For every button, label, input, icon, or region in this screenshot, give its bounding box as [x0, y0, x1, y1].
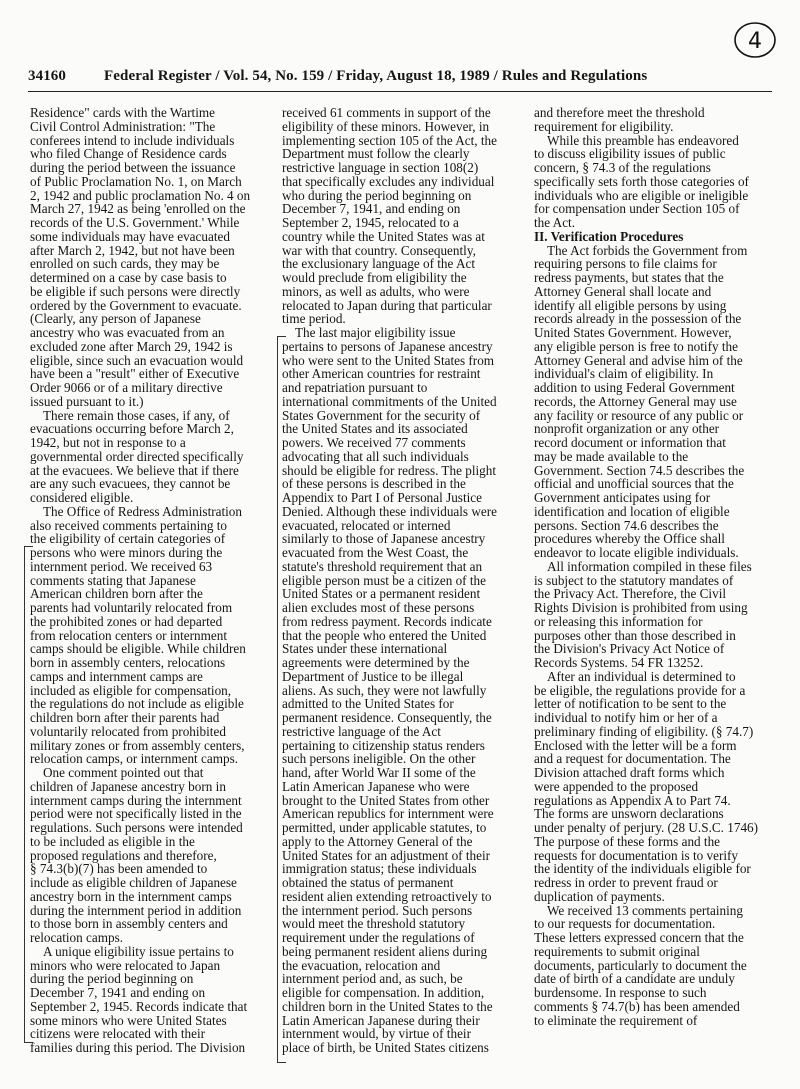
text-line: Attorney General and advise him of the — [534, 352, 743, 368]
text-line: September 2, 1945. Records indicate that — [30, 998, 248, 1014]
header-page-number: 34160 — [28, 68, 66, 84]
text-line: regulations as Appendix A to Part 74. — [534, 792, 731, 808]
text-line: conferees intend to include individuals — [30, 132, 235, 148]
text-line: military zones or from assembly centers, — [30, 737, 245, 753]
text-line: governmental order directed specifically — [30, 448, 244, 464]
text-line: requirements to submit original — [534, 943, 700, 959]
text-column-2 — [282, 106, 526, 1055]
text-line: who filed Change of Residence cards — [30, 146, 227, 162]
text-line: advocating that all such individuals — [282, 448, 469, 464]
text-line: ordered by the Government to evacuate. — [30, 297, 242, 313]
text-line: 1942, but not in response to a — [30, 435, 186, 450]
text-line: relocated to Japan during that particular — [282, 297, 492, 313]
text-line: also received comments pertaining to — [30, 517, 228, 533]
text-line: identification and location of eligible — [534, 503, 730, 519]
text-line: after March 2, 1942, but not have been — [30, 242, 235, 258]
text-line: regulations. Such persons were intended — [30, 820, 243, 835]
text-line: persons. Section 74.6 describes the — [534, 517, 719, 533]
text-line: for compensation under Section 105 of — [534, 201, 740, 217]
text-line: at the evacuees. We believe that if there — [30, 462, 239, 478]
text-line: the eligibility of certain categories of — [30, 531, 226, 547]
text-line: United States Government. However, — [534, 325, 732, 340]
text-line: individual's claim of eligibility. In — [534, 366, 714, 382]
text-line: Latin American Japanese who were — [282, 778, 470, 794]
text-line: 2, 1942 and public proclamation No. 4 on — [30, 187, 251, 203]
text-line: some individuals may have evacuated — [30, 228, 230, 244]
handwritten-page-number-mark — [733, 20, 777, 60]
text-line: included as eligible for compensation, — [30, 682, 232, 698]
text-line: to our requests for documentation. — [534, 916, 716, 932]
text-line: The last major eligibility issue — [295, 325, 456, 340]
text-line: time period. — [282, 311, 346, 327]
text-line: permitted, under applicable statutes, to — [282, 820, 487, 835]
text-line: excluded zone after March 29, 1942 is — [30, 338, 233, 354]
text-line: concern, § 74.3 of the regulations — [534, 160, 711, 175]
text-line: obtained the status of permanent — [282, 875, 454, 890]
text-line: the evacuation, relocation and — [282, 957, 441, 973]
text-line: American children born after the — [30, 586, 203, 602]
text-line: Government. Section 74.5 describes the — [534, 462, 745, 478]
text-line: international commitments of the United — [282, 393, 497, 409]
text-line: records of the U.S. Government.' While — [30, 215, 240, 230]
text-line: Division attached draft forms which — [534, 765, 725, 780]
text-line: States Government for the security of — [282, 407, 481, 423]
text-line: United States or a permanent resident — [282, 586, 481, 602]
text-line: would meet the threshold statutory — [282, 916, 466, 932]
text-line: Rights Division is prohibited from using — [534, 600, 748, 615]
text-line: include as eligible children of Japanese — [30, 875, 237, 890]
text-line: Records Systems. 54 FR 13252. — [534, 655, 704, 670]
text-line: be eligible, the regulations provide for a — [534, 682, 746, 698]
text-column-1 — [30, 106, 274, 1055]
text-line: hand, after World War II some of the — [282, 765, 476, 780]
text-line: purposes other than those described in — [534, 627, 736, 643]
text-line: December 7, 1941, and ending on — [282, 201, 461, 217]
text-line: nonprofit organization or any other — [534, 421, 720, 437]
text-line: specifically sets forth those categories of — [534, 173, 749, 189]
text-line: and a request for documentation. The — [534, 751, 731, 767]
text-line: to discuss eligibility issues of public — [534, 146, 726, 162]
text-line: and therefore meet the threshold — [534, 105, 705, 120]
text-line: duplication of payments. — [534, 888, 665, 904]
text-line: March 27, 1942 as being 'enrolled on the — [30, 201, 246, 217]
text-line: comments stating that Japanese — [30, 572, 196, 588]
text-line: agreements were determined by the — [282, 655, 470, 670]
text-line: Appendix to Part I of Personal Justice — [282, 490, 482, 505]
text-line: The purpose of these forms and the — [534, 833, 721, 849]
text-line: Enclosed with the letter will be a form — [534, 737, 737, 753]
text-line: should be eligible for redress. The plight — [282, 462, 497, 478]
text-line: preliminary finding of eligibility. (§ 74.7) — [534, 723, 754, 739]
text-line: the United States and its associated — [282, 421, 468, 437]
text-line: official and unofficial sources that the — [534, 476, 734, 492]
text-line: All information compiled in these files — [547, 558, 752, 574]
text-line: war with that country. Consequently, — [282, 242, 476, 258]
text-line: that specifically excludes any individual — [282, 173, 495, 189]
text-line: considered eligible. — [30, 490, 134, 505]
text-line: internment would, by virtue of their — [282, 1026, 471, 1042]
text-line: place of birth, be United States citizens — [282, 1040, 489, 1055]
text-line: After an individual is determined to — [547, 668, 736, 684]
text-line: American republics for internment were — [282, 806, 494, 822]
text-line: apply to the Attorney General of the — [282, 833, 473, 849]
header-title: Federal Register / Vol. 54, No. 159 / Friday, August 18, 1989 / Rules and Regulations — [104, 68, 648, 84]
text-line: children of Japanese ancestry born in — [30, 778, 226, 794]
text-line: voluntarily relocated from prohibited — [30, 723, 226, 739]
text-line: Department of Justice to be illegal — [282, 668, 464, 684]
text-line: parents had voluntarily relocated from — [30, 600, 233, 615]
text-line: any facility or resource of any public or — [534, 407, 744, 423]
text-line: requirement under the regulations of — [282, 930, 475, 945]
text-line: minors, as well as adults, who were — [282, 283, 470, 299]
text-line: such persons ineligible. On the other — [282, 751, 476, 767]
text-line: families during this period. The Division — [30, 1040, 246, 1055]
text-line: proposed regulations and therefore, — [30, 847, 217, 863]
text-line: period were not specifically listed in the — [30, 806, 242, 822]
text-line: A unique eligibility issue pertains to — [43, 943, 234, 959]
text-line: the Division's Privacy Act Notice of — [534, 641, 725, 657]
text-line: children born in the United States to the — [282, 998, 493, 1014]
text-line: Attorney General shall locate and — [534, 283, 712, 299]
text-line: under penalty of perjury. (28 U.S.C. 1746) — [534, 820, 759, 835]
text-line: Latin American Japanese during their — [282, 1012, 480, 1028]
text-line: brought to the United States from other — [282, 792, 490, 808]
text-line: comments § 74.7(b) has been amended — [534, 998, 740, 1014]
text-line: addition to using Federal Government — [534, 380, 735, 395]
text-line: burdensome. In response to such — [534, 985, 707, 1000]
text-line: The Office of Redress Administration — [43, 503, 242, 519]
text-line: camps should be eligible. While children — [30, 641, 246, 657]
text-line: We received 13 comments pertaining — [547, 902, 743, 918]
text-line: requests for documentation is to verify — [534, 847, 738, 863]
text-line: pertaining to citizenship status renders — [282, 737, 485, 753]
text-line: restrictive language of the Act — [282, 723, 441, 739]
text-line: determined on a case by case basis to — [30, 270, 227, 285]
text-line: to those born in assembly centers and — [30, 916, 228, 932]
text-line: citizens were relocated with their — [30, 1026, 206, 1042]
text-line: § 74.3(b)(7) has been amended to — [30, 861, 208, 877]
text-line: similarly to those of Japanese ancestry — [282, 531, 486, 547]
text-line: immigration status; these individuals — [282, 861, 477, 877]
text-line: camps and internment camps are — [30, 668, 203, 684]
text-line: Residence" cards with the Wartime — [30, 105, 215, 120]
header-rule — [28, 91, 772, 92]
text-line: The Act forbids the Government from — [547, 242, 748, 258]
text-line: the regulations do not include as eligible — [30, 696, 244, 712]
text-line: internment period and, as such, be — [282, 971, 463, 987]
text-line: powers. We received 77 comments — [282, 435, 466, 450]
text-line: the Act. — [534, 215, 576, 230]
text-line: aliens. As such, they were not lawfully — [282, 682, 487, 698]
text-line: children born after their parents had — [30, 710, 220, 725]
text-line: evacuations occurring before March 2, — [30, 421, 234, 437]
text-line: Government anticipates using for — [534, 490, 711, 505]
text-line: other American countries for restraint — [282, 366, 481, 382]
section-heading: II. Verification Procedures — [534, 228, 684, 244]
text-line: from redress payment. Records indicate — [282, 613, 492, 629]
text-line: to be included as eligible in the — [30, 833, 195, 849]
text-line: implementing section 105 of the Act, the — [282, 132, 497, 148]
text-line: the exclusionary language of the Act — [282, 256, 475, 272]
text-line: or releasing this information for — [534, 613, 703, 629]
text-line: were appended to the proposed — [534, 778, 699, 794]
text-line: are any such evacuees, they cannot be — [30, 476, 231, 492]
text-line: permanent residence. Consequently, the — [282, 710, 492, 725]
text-line: December 7, 1941 and ending on — [30, 985, 206, 1000]
text-line: and repatriation pursuant to — [282, 380, 428, 395]
text-line: issued pursuant to it.) — [30, 393, 144, 409]
text-line: While this preamble has endeavored — [547, 132, 739, 148]
text-line: These letters expressed concern that the — [534, 930, 744, 945]
text-line: September 2, 1945, relocated to a — [282, 215, 459, 230]
text-line: enrolled on such cards, they may be — [30, 256, 220, 272]
text-line: some minors who were United States — [30, 1012, 227, 1028]
text-line: records, the Attorney General may use — [534, 393, 737, 409]
text-line: have been a "result" either of Executive — [30, 366, 240, 382]
text-line: is subject to the statutory mandates of — [534, 572, 734, 588]
text-line: ancestry who was evacuated from an — [30, 325, 225, 340]
text-line: internment period. We received 63 — [30, 558, 213, 574]
text-line: relocation camps. — [30, 930, 124, 945]
text-line: eligible for compensation. In addition, — [282, 985, 485, 1000]
text-line: may be made available to the — [534, 448, 689, 464]
page-header — [28, 68, 772, 90]
text-line: date of birth of a candidate are unduly — [534, 971, 736, 987]
text-line: identify all eligible persons by using — [534, 297, 727, 313]
text-line: eligibility of these minors. However, in — [282, 118, 490, 134]
text-line: individual to notify him or her of a — [534, 710, 718, 725]
text-line: to eliminate the requirement of — [534, 1012, 698, 1028]
text-line: be eligible if such persons were directly — [30, 283, 241, 299]
text-line: restrictive language in section 108(2) — [282, 160, 479, 175]
text-line: individuals who are eligible or ineligible — [534, 187, 749, 203]
text-line: country while the United States was at — [282, 228, 485, 244]
text-line: who during the period beginning on — [282, 187, 472, 203]
text-line: requirement for eligibility. — [534, 118, 674, 134]
text-line: from relocation centers or internment — [30, 627, 228, 643]
text-line: internment camps during the internment — [30, 792, 242, 808]
text-line: minors who were relocated to Japan — [30, 957, 221, 973]
text-line: evacuated from the West Coast, the — [282, 545, 469, 560]
text-line: of Public Proclamation No. 1, on March — [30, 173, 242, 189]
text-line: requiring persons to file claims for — [534, 256, 717, 272]
text-line: admitted to the United States for — [282, 696, 454, 712]
text-line: Civil Control Administration: "The — [30, 118, 216, 134]
text-line: There remain those cases, if any, of — [43, 407, 230, 423]
text-line: redress in order to prevent fraud or — [534, 875, 718, 890]
text-line: record document or information that — [534, 435, 726, 450]
text-line: The forms are unsworn declarations — [534, 806, 724, 822]
text-line: pertains to persons of Japanese ancestry — [282, 338, 493, 354]
text-line: resident alien extending retroactively to — [282, 888, 492, 904]
text-line: One comment pointed out that — [43, 765, 204, 780]
text-line: documents, particularly to document the — [534, 957, 747, 973]
text-line: Department must follow the clearly — [282, 146, 470, 162]
text-line: eligible person must be a citizen of the — [282, 572, 486, 588]
text-line: during the period beginning on — [30, 971, 194, 987]
text-line: eligible, since such an evacuation would — [30, 352, 244, 368]
text-line: records already in the possession of the — [534, 311, 742, 327]
text-line: any eligible person is free to notify the — [534, 338, 738, 354]
text-line: would preclude from eligibility the — [282, 270, 467, 285]
text-line: relocation camps, or internment camps. — [30, 751, 238, 767]
text-line: during the period between the issuance — [30, 160, 236, 175]
text-line: being permanent resident aliens during — [282, 943, 488, 959]
text-line: persons who were minors during the — [30, 545, 223, 560]
text-line: during the internment period in addition — [30, 902, 242, 918]
text-line: redress payments, but states that the — [534, 270, 724, 285]
text-line: Denied. Although these individuals were — [282, 503, 497, 519]
text-line: the prohibited zones or had departed — [30, 613, 223, 629]
text-line: endeavor to locate eligible individuals. — [534, 545, 739, 560]
text-line: the Privacy Act. Therefore, the Civil — [534, 586, 727, 602]
text-line: received 61 comments in support of the — [282, 105, 491, 120]
text-line: (Clearly, any person of Japanese — [30, 311, 201, 327]
text-line: alien excludes most of these persons — [282, 600, 475, 615]
text-column-3 — [534, 106, 778, 1027]
text-line: the identity of the individuals eligible for — [534, 861, 751, 877]
text-line: the internment period. Such persons — [282, 902, 473, 918]
text-line: United States for an adjustment of their — [282, 847, 491, 863]
text-line: of these persons is described in the — [282, 476, 466, 492]
text-line: States under these international — [282, 641, 448, 657]
text-line: who were sent to the United States from — [282, 352, 495, 368]
text-line: evacuated, relocated or interned — [282, 517, 451, 533]
text-line: letter of notification to be sent to the — [534, 696, 727, 712]
text-line: procedures whereby the Office shall — [534, 531, 725, 547]
text-line: that the people who entered the United — [282, 627, 487, 643]
page-number-mark-text: 4 — [748, 29, 762, 54]
text-line: born in assembly centers, relocations — [30, 655, 226, 670]
text-line: statute's threshold requirement that an — [282, 558, 483, 574]
text-line: Order 9066 or of a military directive — [30, 380, 223, 395]
text-line: ancestry born in the internment camps — [30, 888, 232, 904]
